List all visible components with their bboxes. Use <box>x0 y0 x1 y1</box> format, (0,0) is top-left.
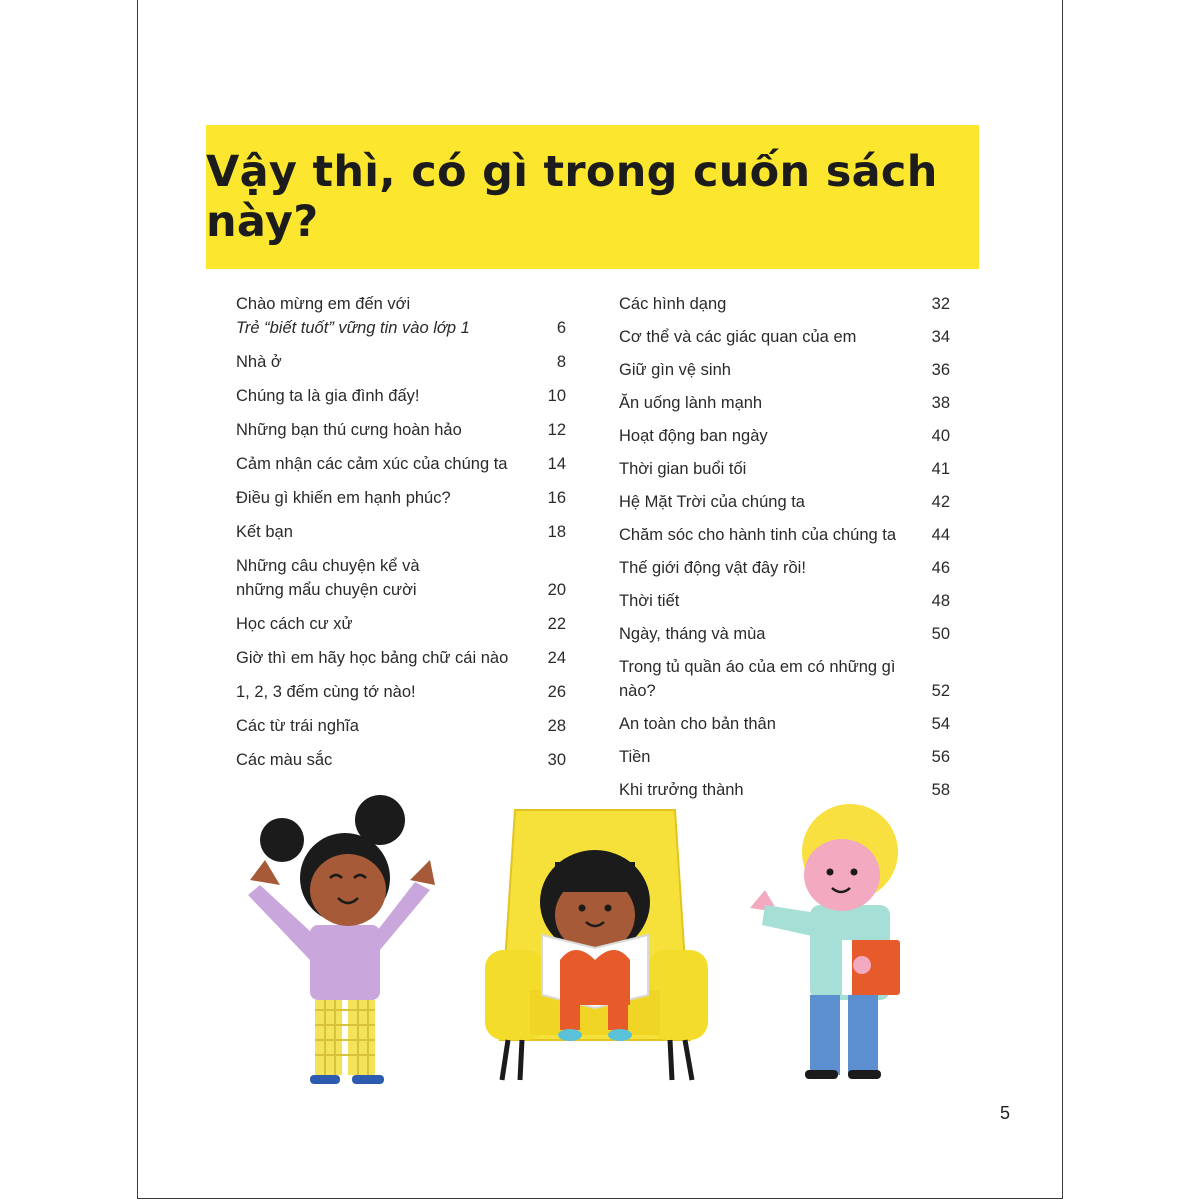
toc-entry-title-line2: Trẻ “biết tuốt” vững tin vào lớp 1 <box>236 319 470 337</box>
toc-entry-title: Điều gì khiến em hạnh phúc? <box>236 489 451 507</box>
toc-entry-title: Các từ trái nghĩa <box>236 717 359 735</box>
toc-entry-title-line2: những mẩu chuyện cười <box>236 581 417 599</box>
toc-entry-title: Học cách cư xử <box>236 615 353 633</box>
toc-entry-title: Những câu chuyện kể và <box>236 557 420 575</box>
toc-entry-title: Kết bạn <box>236 523 293 541</box>
toc-entry-page-number: 30 <box>547 751 566 769</box>
toc-entry-page-number: 36 <box>931 361 950 379</box>
toc-entry-title: Những bạn thú cưng hoàn hảo <box>236 421 462 439</box>
toc-entry-title: Ngày, tháng và mùa <box>619 625 766 643</box>
toc-entry-page-number: 8 <box>556 353 566 371</box>
toc-entry-page-number: 32 <box>931 295 950 313</box>
toc-entry-page-number: 46 <box>931 559 950 577</box>
toc-entry-page-number: 44 <box>931 526 950 544</box>
toc-entry-title: Cảm nhận các cảm xúc của chúng ta <box>236 455 508 473</box>
toc-entry-page-number: 14 <box>547 455 566 473</box>
toc-entry <box>236 680 566 704</box>
toc-entry-page-number: 42 <box>931 493 950 511</box>
toc-entry-page-number: 28 <box>547 717 566 735</box>
title-band <box>206 125 979 269</box>
toc-entry-page-number: 54 <box>931 715 950 733</box>
toc-entry-title: Cơ thể và các giác quan của em <box>619 328 857 346</box>
toc-entry <box>619 424 950 448</box>
toc-entry-title: Thời gian buổi tối <box>619 460 747 478</box>
toc-entry-title: Các màu sắc <box>236 751 333 769</box>
toc-entry-page-number: 41 <box>931 460 950 478</box>
toc-entry-page-number: 48 <box>931 592 950 610</box>
toc-entry <box>236 452 566 476</box>
toc-entry-title: Trong tủ quần áo của em có những gì nào? <box>619 658 896 700</box>
toc-entry <box>236 350 566 374</box>
toc-entry-page-number: 34 <box>931 328 950 346</box>
toc-entry <box>236 418 566 442</box>
toc-entry <box>619 712 950 736</box>
toc-entry <box>236 292 566 340</box>
toc-entry-page-number: 10 <box>547 387 566 405</box>
toc-entry <box>619 655 950 703</box>
toc-entry-title: Giữ gìn vệ sinh <box>619 361 731 379</box>
girl-cheering-figure <box>248 795 435 1084</box>
toc-entry-title: Thế giới động vật đây rồi! <box>619 559 806 577</box>
toc-entry <box>619 745 950 769</box>
toc-entry <box>236 646 566 670</box>
toc-entry-title: Ăn uống lành mạnh <box>619 394 763 412</box>
page-title: Vậy thì, có gì trong cuốn sách này? <box>206 147 938 247</box>
toc-entry-page-number: 22 <box>547 615 566 633</box>
toc-left-column <box>236 292 566 772</box>
toc-entry-title: Chúng ta là gia đình đấy! <box>236 387 420 405</box>
toc-entry <box>236 520 566 544</box>
toc-entry-page-number: 16 <box>547 489 566 507</box>
toc-entry <box>619 292 950 316</box>
toc-entry-page-number: 38 <box>931 394 950 412</box>
toc-entry-title: Chào mừng em đến với <box>236 295 411 313</box>
toc-entry-page-number: 18 <box>547 523 566 541</box>
toc-entry-title: Các hình dạng <box>619 295 727 313</box>
toc-entry <box>619 358 950 382</box>
toc-entry <box>236 384 566 408</box>
children-illustration <box>230 790 930 1090</box>
toc-entry-title: Khi trưởng thành <box>619 781 744 799</box>
toc-entry <box>236 612 566 636</box>
toc-entry-title: Tiền <box>619 748 651 766</box>
toc-entry-title: Hoạt động ban ngày <box>619 427 768 445</box>
toc-entry <box>619 490 950 514</box>
toc-entry <box>619 589 950 613</box>
boy-waving-figure <box>750 804 900 1079</box>
toc-entry-page-number: 40 <box>931 427 950 445</box>
toc-entry <box>236 554 566 602</box>
toc-entry-page-number: 6 <box>556 319 566 337</box>
toc-entry <box>619 523 950 547</box>
toc-entry <box>236 714 566 738</box>
toc-entry-title: Nhà ở <box>236 353 282 371</box>
toc-entry-title: An toàn cho bản thân <box>619 715 776 733</box>
toc-entry-page-number: 56 <box>931 748 950 766</box>
toc-entry <box>619 391 950 415</box>
toc-entry-page-number: 26 <box>547 683 566 701</box>
toc-entry-page-number: 20 <box>547 581 566 599</box>
toc-entry <box>236 748 566 772</box>
toc-entry <box>619 556 950 580</box>
toc-entry-page-number: 50 <box>931 625 950 643</box>
toc-entry-title: Hệ Mặt Trời của chúng ta <box>619 493 805 511</box>
toc-entry-title: Giờ thì em hãy học bảng chữ cái nào <box>236 649 509 667</box>
toc-entry <box>236 486 566 510</box>
toc-entry-page-number: 12 <box>547 421 566 439</box>
toc-entry-title: 1, 2, 3 đếm cùng tớ nào! <box>236 683 416 701</box>
toc-entry-page-number: 58 <box>931 781 950 799</box>
toc-entry <box>619 622 950 646</box>
toc-entry-page-number: 24 <box>547 649 566 667</box>
toc-entry-title: Thời tiết <box>619 592 680 610</box>
toc-right-column <box>619 292 950 802</box>
toc-entry <box>619 457 950 481</box>
toc-entry-page-number: 52 <box>931 682 950 700</box>
page-number: 5 <box>1000 1103 1011 1123</box>
toc-entry <box>619 325 950 349</box>
toc-entry-title: Chăm sóc cho hành tinh của chúng ta <box>619 526 897 544</box>
reading-child-in-armchair <box>485 810 708 1080</box>
